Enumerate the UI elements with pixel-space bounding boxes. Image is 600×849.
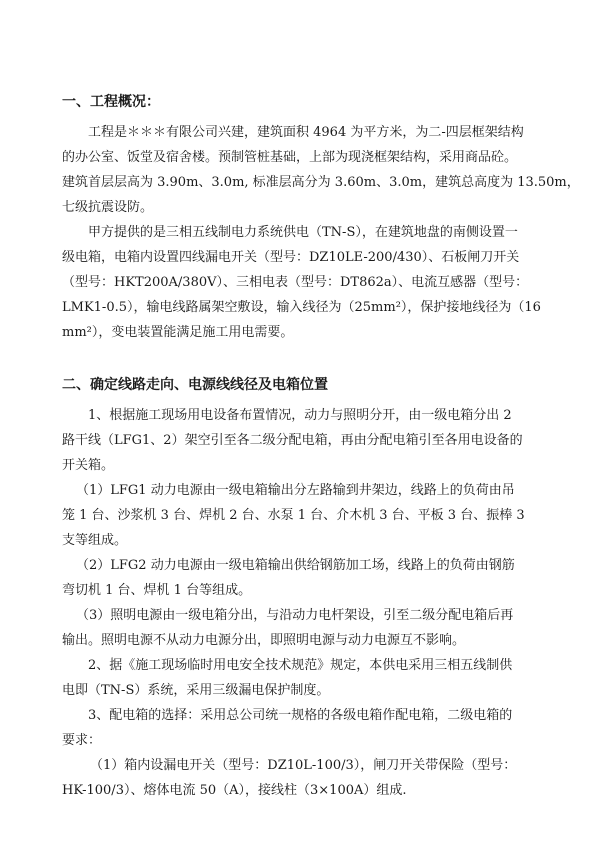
- section2-p7-line1: （1）箱内设漏电开关（型号：DZ10L-100/3），闸刀开关带保险（型号：: [90, 758, 517, 773]
- section1-p2-line1: 甲方提供的是三相五线制电力系统供电（TN-S），在建筑地盘的南侧设置一: [88, 225, 518, 240]
- section2-p5-line2: 电即（TN-S）系统，采用三级漏电保护制度。: [62, 683, 330, 698]
- section2-p1-line1: 1、根据施工现场用电设备布置情况，动力与照明分开，由一级电箱分出 2: [88, 408, 512, 423]
- section2-p1-line3: 开关箱。: [62, 458, 115, 473]
- section2-p2-line2: 笼 1 台、沙浆机 3 台、焊机 2 台、水泵 1 台、介木机 3 台、平板 3 台、振棒 3: [62, 508, 525, 523]
- section2-p7-line2: HK-100/3）、熔体电流 50（A），接线柱（3×100A）组成.: [62, 783, 407, 798]
- section2-p5-line1: 2、据《施工现场临时用电安全技术规范》规定，本供电采用三相五线制供: [88, 658, 513, 673]
- section1-p2-line2: 级电箱，电箱内设置四线漏电开关（型号：DZ10LE-200/430）、石板闸刀开关: [62, 250, 520, 265]
- section2-p4-line2: 输出。照明电源不从动力电源分出，即照明电源与动力电源互不影响。: [62, 633, 466, 648]
- section2-heading: 二、确定线路走向、电源线线径及电箱位置: [62, 377, 328, 393]
- section1-p2-line4: LMK1-0.5），输电线路属架空敷设，输入线径为（25mm²），保护接地线径为（16: [62, 300, 541, 315]
- section1-p1-line4: 七级抗震设防。: [62, 200, 154, 215]
- section1-p2-line3: （型号：HKT200A/380V）、三相电表（型号：DT862a）、电流互感器（型号：: [62, 275, 529, 290]
- section1-p1-line1: 工程是＊＊＊有限公司兴建，建筑面积 4964 为平方米，为二-四层框架结构: [88, 125, 524, 140]
- section2-p2-line3: 支等组成。: [62, 533, 128, 548]
- section1-p2-line5: mm²），变电装置能满足施工用电需要。: [62, 325, 294, 340]
- section2-p6-line2: 要求：: [62, 733, 102, 748]
- section1-p1-line3: 建筑首层层高为 3.90m、3.0m, 标准层高分为 3.60m、3.0m，建筑总高度为 13.50m，: [62, 175, 580, 190]
- section2-p1-line2: 路干线（LFG1、2）架空引至各二级分配电箱，再由分配电箱引至各用电设备的: [62, 433, 523, 448]
- section2-p6-line1: 3、配电箱的选择：采用总公司统一规格的各级电箱作配电箱，二级电箱的: [88, 708, 513, 723]
- section1-heading: 一、工程概况：: [62, 94, 160, 110]
- section2-p2-line1: （1）LFG1 动力电源由一级电箱输出分左路输到井架边，线路上的负荷由吊: [76, 483, 515, 498]
- section2-p3-line1: （2）LFG2 动力电源由一级电箱输出供给钢筋加工场，线路上的负荷由钢筋: [76, 558, 515, 573]
- section2-p4-line1: （3）照明电源由一级电箱分出，与沿动力电杆架设，引至二级分配电箱后再: [76, 608, 514, 623]
- section2-p3-line2: 弯切机 1 台、焊机 1 台等组成。: [62, 583, 252, 598]
- section1-p1-line2: 的办公室、饭堂及宿舍楼。预制管桩基础，上部为现浇框架结构，采用商品砼。: [62, 150, 518, 165]
